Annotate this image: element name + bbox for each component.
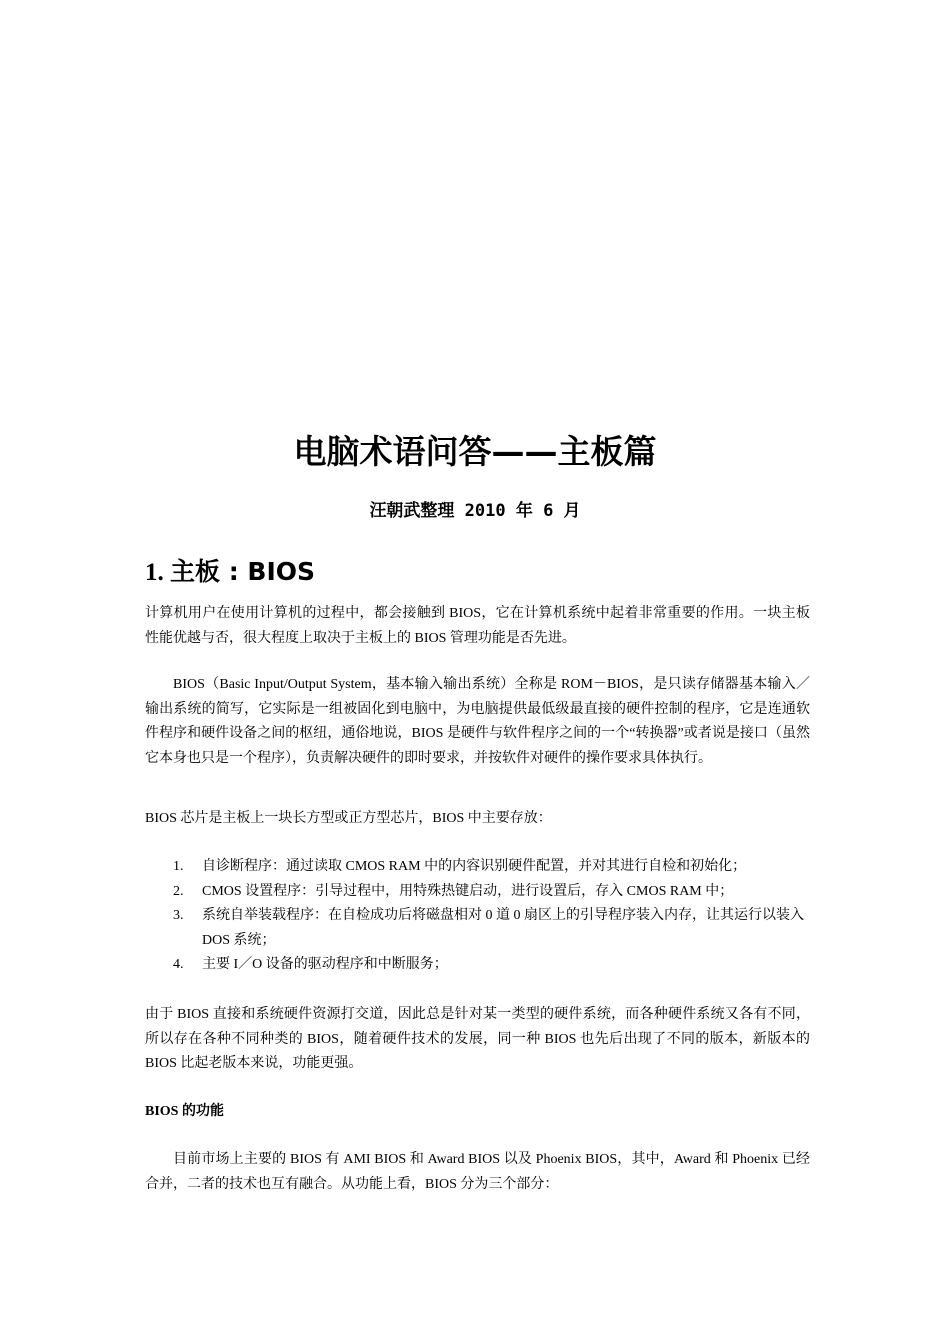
list-item	[145, 904, 810, 953]
list-item-number: 3.	[173, 908, 184, 923]
list-item-text: 主要 I／O 设备的驱动程序和中断服务；	[202, 957, 448, 972]
list-item-number: 4.	[173, 957, 184, 972]
paragraph-bios-definition: BIOS（Basic Input/Output System，基本输入输出系统）全称是 ROM－BIOS，是只读存储器基本输入／输出系统的简写，它实际是一组被固化到电脑中，为电脑提供最低级最直接的硬件控制的程序，它是连通软件程序和硬件设备之间的枢纽，通俗地说，BIOS 是硬件与软件程序之间的一个“转换器”或者说是接口（虽然它本身也只是一个程序），负责解决硬件的即时要求，并按软件对硬件的操作要求具体执行。	[145, 677, 810, 766]
paragraph-bios-versions: 由于 BIOS 直接和系统硬件资源打交道，因此总是针对某一类型的硬件系统，而各种硬件系统又各有不同，所以存在各种不同种类的 BIOS，随着硬件技术的发展，同一种 BIOS 也先后出现了不同的版本，新版本的 BIOS 比起老版本来说，功能更强。	[145, 1007, 810, 1071]
list-item-text: CMOS 设置程序：引导过程中，用特殊热键启动，进行设置后，存入 CMOS RAM 中；	[202, 883, 734, 899]
paragraph-bios-chip: BIOS 芯片是主板上一块长方型或正方型芯片，BIOS 中主要存放：	[145, 811, 552, 826]
bios-contents-list	[145, 855, 810, 978]
section-heading-number: 1.	[145, 559, 164, 586]
list-item	[145, 880, 810, 905]
list-item-text: 自诊断程序：通过读取 CMOS RAM 中的内容识别硬件配置，并对其进行自检和初始化；	[202, 859, 747, 874]
document-subtitle: 汪朝武整理 2010 年 6 月	[369, 501, 581, 521]
document-title: 电脑术语问答——主板篇	[293, 432, 657, 471]
section-heading-text: 主板 : BIOS	[170, 557, 316, 586]
list-item-number: 2.	[173, 883, 184, 899]
section-heading	[145, 552, 315, 588]
list-item	[145, 855, 810, 880]
paragraph-intro: 计算机用户在使用计算机的过程中，都会接触到 BIOS，它在计算机系统中起着非常重要的作用。一块主板性能优越与否，很大程度上取决于主板上的 BIOS 管理功能是否先进。	[145, 606, 810, 646]
paragraph-bios-vendors: 目前市场上主要的 BIOS 有 AMI BIOS 和 Award BIOS 以及 Phoenix BIOS，其中，Award 和 Phoenix 已经合并，二者的技术也互有融合。从功能上看，BIOS 分为三个部分：	[145, 1152, 810, 1192]
list-item	[145, 953, 810, 978]
list-item-number: 1.	[173, 859, 184, 874]
list-item-text: 系统自举装载程序：在自检成功后将磁盘相对 0 道 0 扇区上的引导程序装入内存，让其运行以装入 DOS 系统；	[202, 908, 804, 948]
section-label-bios-function: BIOS 的功能	[145, 1104, 224, 1119]
